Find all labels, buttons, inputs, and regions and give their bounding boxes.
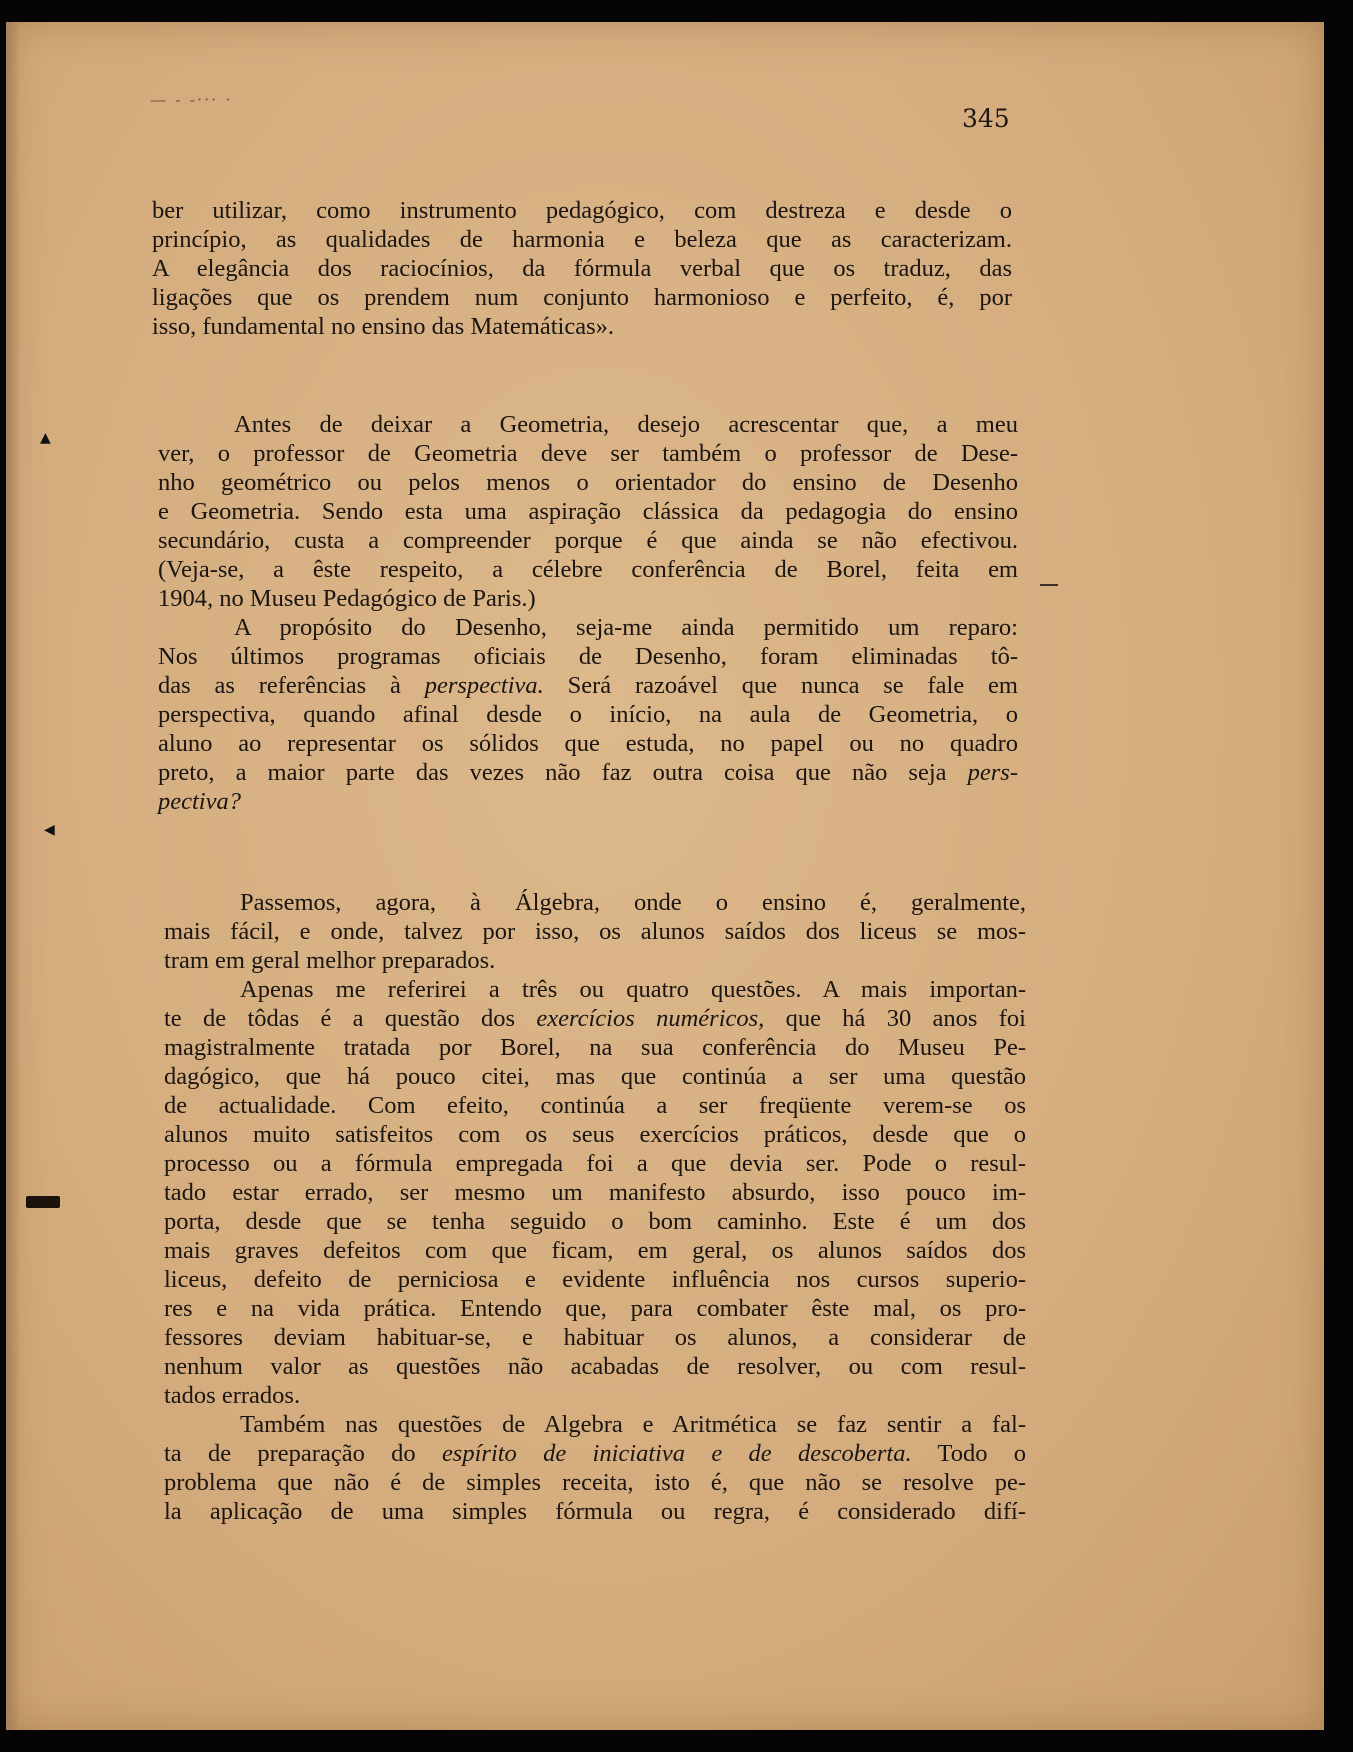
paragraph-algebra — [164, 888, 1026, 1526]
text-line — [158, 787, 1018, 816]
italic-term: espírito de iniciativa e de descoberta. — [441, 1440, 912, 1467]
text-line: Nos últimos programas oficiais de Desenho, foram eliminadas tô- — [158, 643, 1018, 670]
text-line: secundário, custa a compreender porque é que ainda se não efectivou. — [158, 527, 1018, 554]
text-line: la aplicação de uma simples fórmula ou regra, é considerado difí- — [164, 1498, 1026, 1525]
text-line: ver, o professor de Geometria deve ser também o professor de Dese- — [158, 440, 1018, 467]
text-line: nho geométrico ou pelos menos o orientador do ensino de Desenho — [158, 469, 1018, 496]
text-line: res e na vida prática. Entendo que, para combater êste mal, os pro- — [164, 1295, 1026, 1322]
text-line — [164, 1004, 1026, 1033]
text-line: mais graves defeitos com que ficam, em geral, os alunos saídos dos — [164, 1237, 1026, 1264]
paragraph-geometry — [158, 410, 1018, 816]
text-line: problema que não é de simples receita, isto é, que não se resolve pe- — [164, 1469, 1026, 1496]
text-line: magistralmente tratada por Borel, na sua conferência do Museu Pe- — [164, 1034, 1026, 1061]
text-line: processo ou a fórmula empregada foi a que devia ser. Pode o resul- — [164, 1150, 1026, 1177]
text-line — [158, 758, 1018, 787]
paragraph-1 — [152, 196, 1012, 341]
italic-term: pers- — [967, 759, 1018, 786]
margin-stain — [26, 1196, 60, 1208]
text-line: de actualidade. Com efeito, continúa a ser freqüente verem-se os — [164, 1092, 1026, 1119]
text-line: (Veja-se, a êste respeito, a célebre conferência de Borel, feita em — [158, 556, 1018, 583]
text-line: princípio, as qualidades de harmonia e beleza que as caracterizam. — [152, 226, 1012, 253]
text-line: Passemos, agora, à Álgebra, onde o ensino é, geralmente, — [240, 889, 1026, 916]
italic-term: exercícios numéricos, — [536, 1005, 765, 1032]
text-line: Antes de deixar a Geometria, desejo acrescentar que, a meu — [234, 411, 1018, 438]
text-line: ber utilizar, como instrumento pedagógico, com destreza e desde o — [152, 197, 1012, 224]
text-line: aluno ao representar os sólidos que estuda, no papel ou no quadro — [158, 730, 1018, 757]
text-run: ta de preparação do — [164, 1440, 442, 1467]
text-line: isso, fundamental no ensino das Matemáticas». — [152, 313, 614, 340]
margin-arrow-icon: ◀ — [44, 822, 55, 838]
text-line: ligações que os prendem num conjunto harmonioso e perfeito, é, por — [152, 284, 1012, 311]
page-edge-shadow — [6, 22, 20, 1730]
text-line: 1904, no Museu Pedagógico de Paris.) — [158, 585, 536, 612]
margin-dash-mark — [1040, 584, 1058, 586]
text-line: liceus, defeito de perniciosa e evidente influência nos cursos superio- — [164, 1266, 1026, 1293]
text-line: tado estar errado, ser mesmo um manifesto absurdo, isso pouco im- — [164, 1179, 1026, 1206]
text-line: fessores deviam habituar-se, e habituar os alunos, a considerar de — [164, 1324, 1026, 1351]
text-run: Todo o — [911, 1440, 1026, 1467]
text-line — [164, 1439, 1026, 1468]
text-line: dagógico, que há pouco citei, mas que continúa a ser uma questão — [164, 1063, 1026, 1090]
text-run: preto, a maior parte das vezes não faz outra coisa que não seja — [158, 759, 968, 786]
text-line: nenhum valor as questões não acabadas de resolver, ou com resul- — [164, 1353, 1026, 1380]
text-line — [158, 671, 1018, 700]
text-line: tados errados. — [164, 1382, 301, 1409]
italic-term: perspectiva. — [424, 672, 544, 699]
text-run: Será razoável que nunca se fale em — [543, 672, 1018, 699]
page-number: 345 — [962, 104, 1010, 133]
text-line: Apenas me referirei a três ou quatro questões. A mais importan- — [240, 976, 1026, 1003]
text-line: perspectiva, quando afinal desde o início, na aula de Geometria, o — [158, 701, 1018, 728]
italic-term: pectiva? — [158, 788, 241, 815]
text-line: e Geometria. Sendo esta uma aspiração clássica da pedagogia do ensino — [158, 498, 1018, 525]
text-line: A elegância dos raciocínios, da fórmula verbal que os traduz, das — [152, 255, 1012, 282]
text-line: tram em geral melhor preparados. — [164, 947, 496, 974]
text-line: A propósito do Desenho, seja-me ainda permitido um reparo: — [234, 614, 1018, 641]
text-run: das as referências à — [158, 672, 425, 699]
margin-arrow-icon: ▲ — [40, 430, 51, 446]
text-run: te de tôdas é a questão dos — [164, 1005, 537, 1032]
text-line: alunos muito satisfeitos com os seus exercícios práticos, desde que o — [164, 1121, 1026, 1148]
text-line: mais fácil, e onde, talvez por isso, os alunos saídos dos liceus se mos- — [164, 918, 1026, 945]
top-margin-mark: — - -··· · — [150, 90, 233, 109]
text-line: porta, desde que se tenha seguido o bom caminho. Este é um dos — [164, 1208, 1026, 1235]
text-run: que há 30 anos foi — [764, 1005, 1026, 1032]
text-line: Também nas questões de Algebra e Aritmética se faz sentir a fal- — [240, 1411, 1026, 1438]
